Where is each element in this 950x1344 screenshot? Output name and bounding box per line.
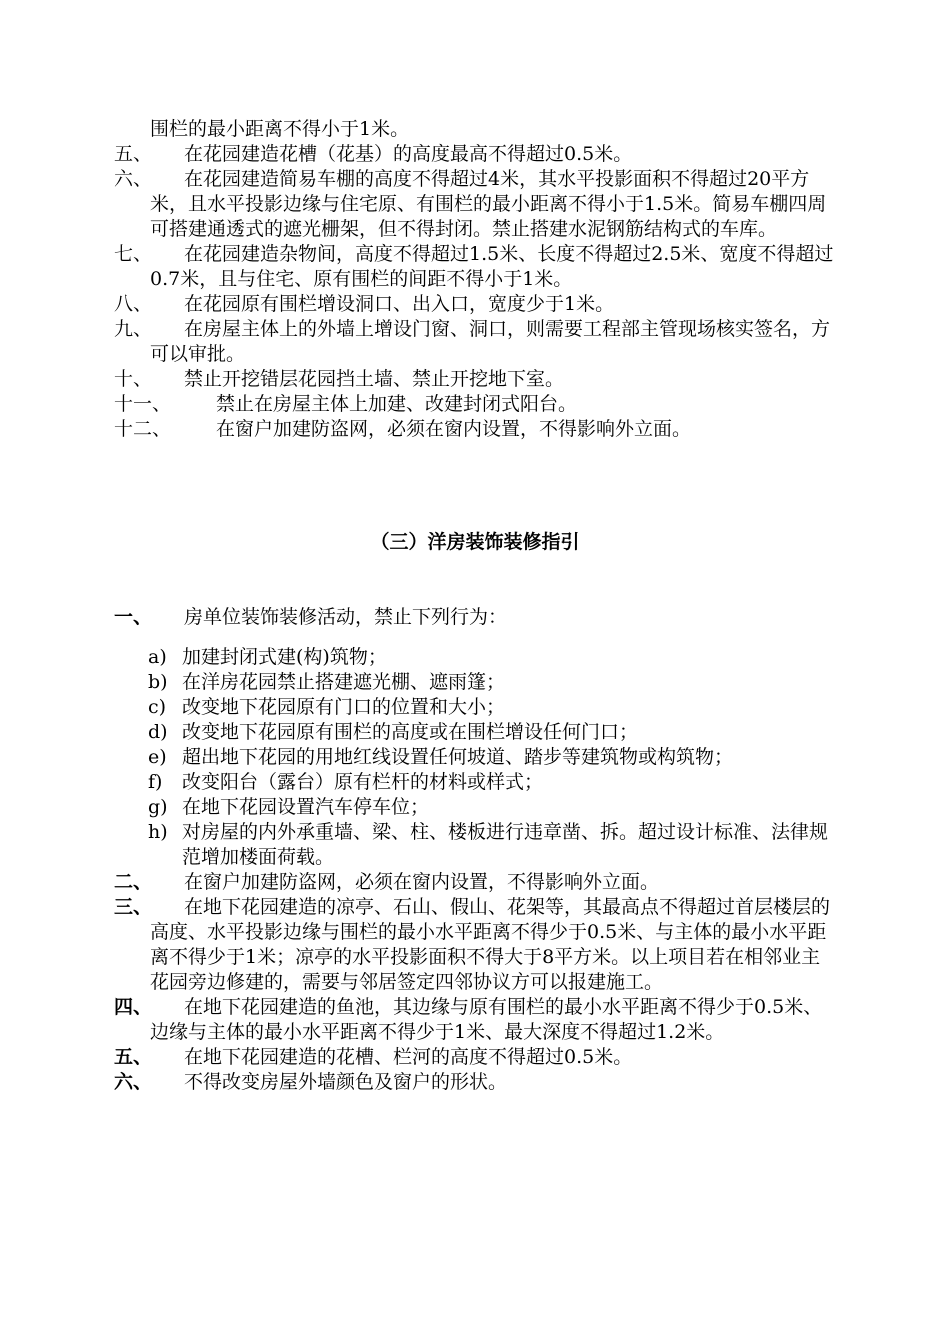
item-number: 八、: [114, 293, 153, 315]
list-item: [114, 317, 834, 367]
sub-list-item: [114, 795, 834, 820]
item-number: 十二、: [114, 418, 172, 440]
list-item: [114, 870, 834, 895]
item-number: 五、: [114, 143, 153, 165]
item-text: 在房屋主体上的外墙上增设门窗、洞口，则需要工程部主管现场核实签名，方可以审批。: [150, 318, 831, 365]
list-item: [114, 1045, 834, 1070]
list-item: [114, 367, 834, 392]
prohibited-behaviors-list: [114, 645, 834, 1095]
list-item: [114, 1070, 834, 1095]
item-text: 房单位装饰装修活动，禁止下列行为：: [184, 606, 508, 628]
list-item: [114, 995, 834, 1045]
item-number: 一、: [114, 606, 153, 628]
item-number: 十、: [114, 368, 153, 390]
item-text: 在窗户加建防盗网，必须在窗内设置，不得影响外立面。: [216, 418, 692, 440]
sub-item-letter: b): [148, 671, 168, 693]
sub-list-item: [114, 670, 834, 695]
list-item: [114, 392, 834, 417]
sub-item-text: 加建封闭式建(构)筑物；: [182, 646, 387, 668]
sub-item-text: 改变地下花园原有围栏的高度或在围栏增设任何门口；: [182, 721, 639, 743]
rules-list-part1: [114, 117, 834, 442]
sub-item-text: 对房屋的内外承重墙、梁、柱、楼板进行违章凿、拆。超过设计标准、法律规范增加楼面荷载。: [182, 821, 829, 868]
list-item: [114, 895, 834, 995]
item-number: 三、: [114, 896, 153, 918]
item-number: 十一、: [114, 393, 172, 415]
item-number: 七、: [114, 243, 153, 265]
sub-item-letter: h): [148, 821, 168, 843]
sub-item-letter: f): [148, 771, 163, 793]
list-item: [114, 605, 834, 630]
item-text: 在地下花园建造的花槽、栏河的高度不得超过0.5米。: [184, 1046, 633, 1068]
sub-item-text: 超出地下花园的用地红线设置任何坡道、踏步等建筑物或构筑物；: [182, 746, 734, 768]
item-text: 禁止开挖错层花园挡土墙、禁止开挖地下室。: [184, 368, 565, 390]
item-number: 四、: [114, 996, 153, 1018]
item-number: 五、: [114, 1046, 153, 1068]
item-text: 在窗户加建防盗网，必须在窗内设置，不得影响外立面。: [184, 871, 660, 893]
sub-list-item: [114, 645, 834, 670]
list-item: [114, 292, 834, 317]
item-number: 六、: [114, 1071, 153, 1093]
sub-item-text: 在洋房花园禁止搭建遮光棚、遮雨篷；: [182, 671, 506, 693]
item-text: 不得改变房屋外墙颜色及窗户的形状。: [184, 1071, 508, 1093]
item-text: 在花园建造杂物间，高度不得超过1.5米、长度不得超过2.5米、宽度不得超过0.7米，且与住宅、原有围栏的间距不得小于1米。: [150, 243, 834, 290]
rules-list-part2: [114, 605, 834, 630]
sub-item-letter: d): [148, 721, 168, 743]
item-number: 九、: [114, 318, 153, 340]
sub-item-letter: g): [148, 796, 168, 818]
item-text: 在地下花园建造的鱼池，其边缘与原有围栏的最小水平距离不得少于0.5米、边缘与主体的最小水平距离不得少于1米、最大深度不得超过1.2米。: [150, 996, 823, 1043]
sub-item-text: 改变地下花园原有门口的位置和大小；: [182, 696, 506, 718]
sub-list-item: [114, 770, 834, 795]
sub-list-item: [114, 720, 834, 745]
item-text: 禁止在房屋主体上加建、改建封闭式阳台。: [216, 393, 578, 415]
item-text: 在地下花园建造的凉亭、石山、假山、花架等，其最高点不得超过首层楼层的高度、水平投影边缘与围栏的最小水平距离不得少于0.5米、与主体的最小水平距离不得少于1米；凉亭的水平投影面积不得大于8平方米。以上项目若在相邻业主花园旁边修建的，需要与邻居签定四邻协议方可以报建施工。: [150, 896, 831, 993]
item-number: 二、: [114, 871, 153, 893]
section-title: （三）洋房装饰装修指引: [370, 531, 580, 553]
item-text: 在花园建造花槽（花基）的高度最高不得超过0.5米。: [184, 143, 633, 165]
list-item: [114, 142, 834, 167]
sub-list-item: [114, 820, 834, 870]
sub-item-text: 在地下花园设置汽车停车位；: [182, 796, 430, 818]
list-item: [114, 167, 834, 242]
sub-item-letter: e): [148, 746, 167, 768]
item-text: 在花园原有围栏增设洞口、出入口，宽度少于1米。: [184, 293, 615, 315]
sub-list-item: [114, 745, 834, 770]
sub-item-letter: c): [148, 696, 167, 718]
sub-item-letter: a): [148, 646, 167, 668]
list-item: [114, 242, 834, 292]
continuation-text: 围栏的最小距离不得小于1米。: [150, 118, 410, 140]
sub-item-text: 改变阳台（露台）原有栏杆的材料或样式；: [182, 771, 544, 793]
item-text: 在花园建造简易车棚的高度不得超过4米，其水平投影面积不得超过20平方米，且水平投影边缘与住宅原、有围栏的最小距离不得小于1.5米。简易车棚四周可搭建通透式的遮光栅架，但不得封闭。禁止搭建水泥钢筋结构式的车库。: [150, 168, 827, 240]
sub-list-item: [114, 695, 834, 720]
list-item: [114, 417, 834, 442]
item-number: 六、: [114, 168, 153, 190]
